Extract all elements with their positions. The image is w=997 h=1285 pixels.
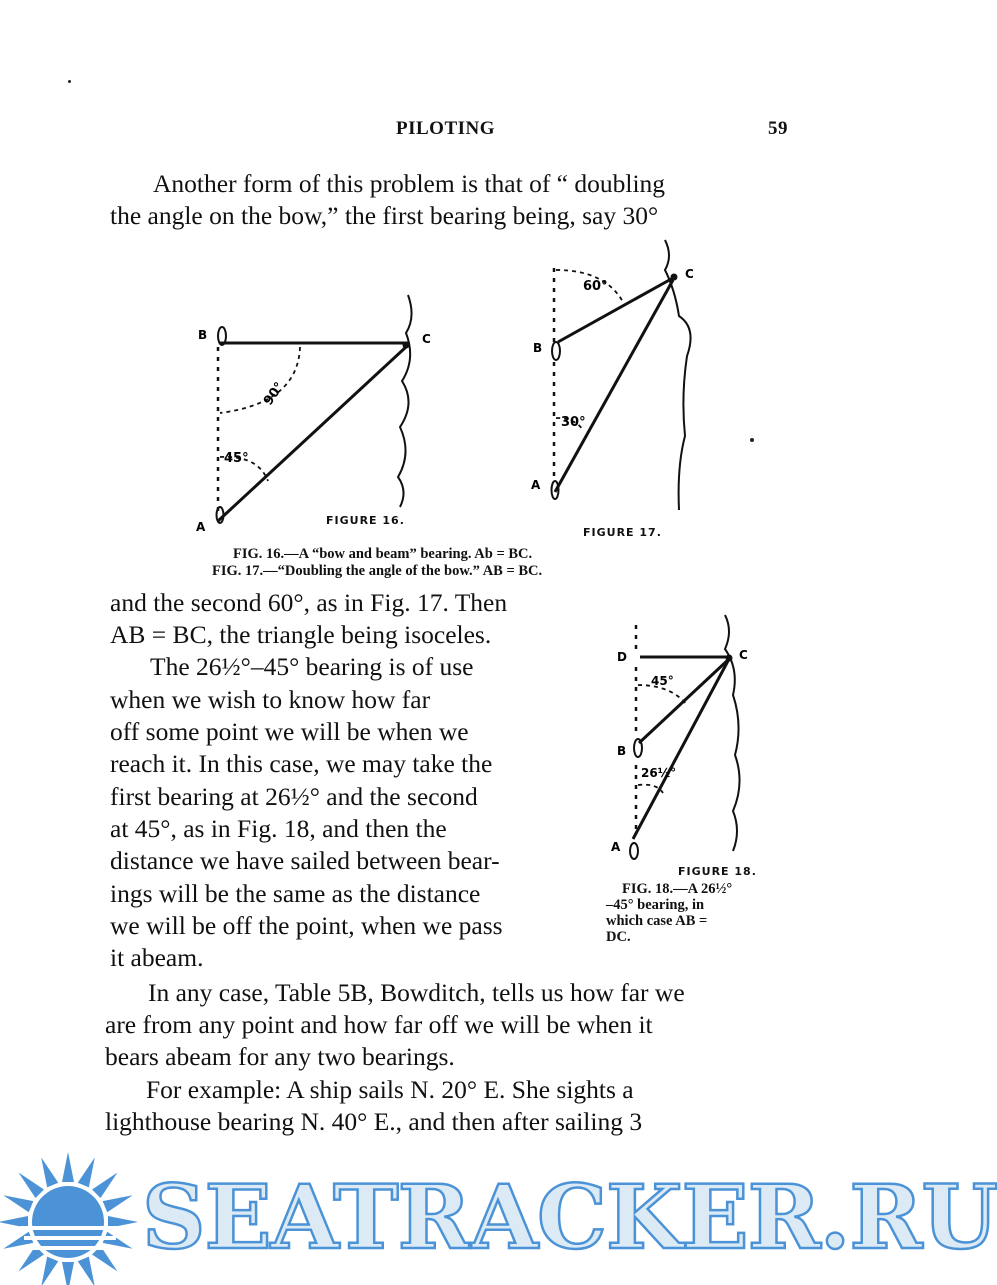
paragraph-1-line-1: Another form of this problem is that of “ doubling <box>153 169 666 198</box>
paragraph-3-line-8: ings will be the same as the distance <box>110 879 481 908</box>
fig18-angle-bottom: 26½° <box>641 766 677 780</box>
figure-17-label: FIGURE 17. <box>583 526 662 539</box>
figure-17-diagram <box>525 240 705 515</box>
paragraph-4-line-3: bears abeam for any two bearings. <box>105 1042 455 1071</box>
fig16-point-c: C <box>422 332 431 346</box>
paragraph-4-line-1: In any case, Table 5B, Bowditch, tells us how far we <box>148 978 685 1007</box>
figure-18-caption-line-1: FIG. 18.—A 26½° <box>622 881 733 897</box>
running-header: PILOTING <box>396 118 496 139</box>
paragraph-5-line-1: For example: A ship sails N. 20° E. She sights a <box>146 1075 634 1104</box>
paragraph-3-line-7: distance we have sailed between bear- <box>110 846 500 875</box>
paragraph-4-line-2: are from any point and how far off we will be when it <box>105 1010 653 1039</box>
fig16-point-a: A <box>196 520 206 534</box>
paragraph-3-line-9: we will be off the point, when we pass <box>110 911 503 940</box>
fig18-point-a: A <box>611 840 621 854</box>
paragraph-2-line-1: and the second 60°, as in Fig. 17. Then <box>110 588 508 617</box>
fig18-point-c: C <box>739 648 748 662</box>
fig18-angle-top: 45° <box>651 674 674 688</box>
fig17-angle-bottom: 30° <box>561 415 586 430</box>
paragraph-2-line-2: AB = BC, the triangle being isoceles. <box>110 620 492 649</box>
fig17-angle-top: 60° <box>583 279 608 294</box>
figure-16-diagram <box>190 295 440 540</box>
speck <box>68 80 71 83</box>
page-number: 59 <box>768 118 788 139</box>
sun-logo-icon <box>0 1150 150 1285</box>
figure-16-label: FIGURE 16. <box>326 514 405 527</box>
speck <box>750 438 754 442</box>
paragraph-3-line-5: first bearing at 26½° and the second <box>110 782 478 811</box>
fig16-point-b: B <box>198 328 208 342</box>
paragraph-3-line-2: when we wish to know how far <box>110 685 431 714</box>
paragraph-3-line-4: reach it. In this case, we may take the <box>110 749 493 778</box>
paragraph-1-line-2: the angle on the bow,” the first bearing being, say 30° <box>110 201 659 230</box>
figure-16-caption: FIG. 16.—A “bow and beam” bearing. Ab = BC. <box>233 546 533 562</box>
fig16-angle-top: 90° <box>260 379 288 409</box>
fig18-point-b: B <box>617 744 627 758</box>
figure-18-caption-line-2: –45° bearing, in <box>606 897 705 913</box>
paragraph-3-line-3: off some point we will be when we <box>110 717 469 746</box>
fig17-point-c: C <box>685 267 694 281</box>
figure-18-diagram <box>605 615 765 870</box>
figure-17-caption: FIG. 17.—“Doubling the angle of the bow.” AB = BC. <box>212 563 543 579</box>
figure-18-label: FIGURE 18. <box>678 865 757 878</box>
fig18-point-d: D <box>617 650 627 664</box>
paragraph-3-line-1: The 26½°–45° bearing is of use <box>150 652 474 681</box>
figure-18-caption-line-3: which case AB = <box>606 913 708 929</box>
fig17-point-a: A <box>531 478 541 492</box>
fig16-angle-bottom: 45° <box>224 451 249 466</box>
paragraph-3-line-10: it abeam. <box>110 943 204 972</box>
fig17-point-b: B <box>533 341 543 355</box>
paragraph-3-line-6: at 45°, as in Fig. 18, and then the <box>110 814 447 843</box>
paragraph-5-line-2: lighthouse bearing N. 40° E., and then after sailing 3 <box>105 1107 643 1136</box>
figure-18-caption-line-4: DC. <box>606 929 631 945</box>
watermark-text: SEATRACKER.RU <box>142 1165 997 1269</box>
